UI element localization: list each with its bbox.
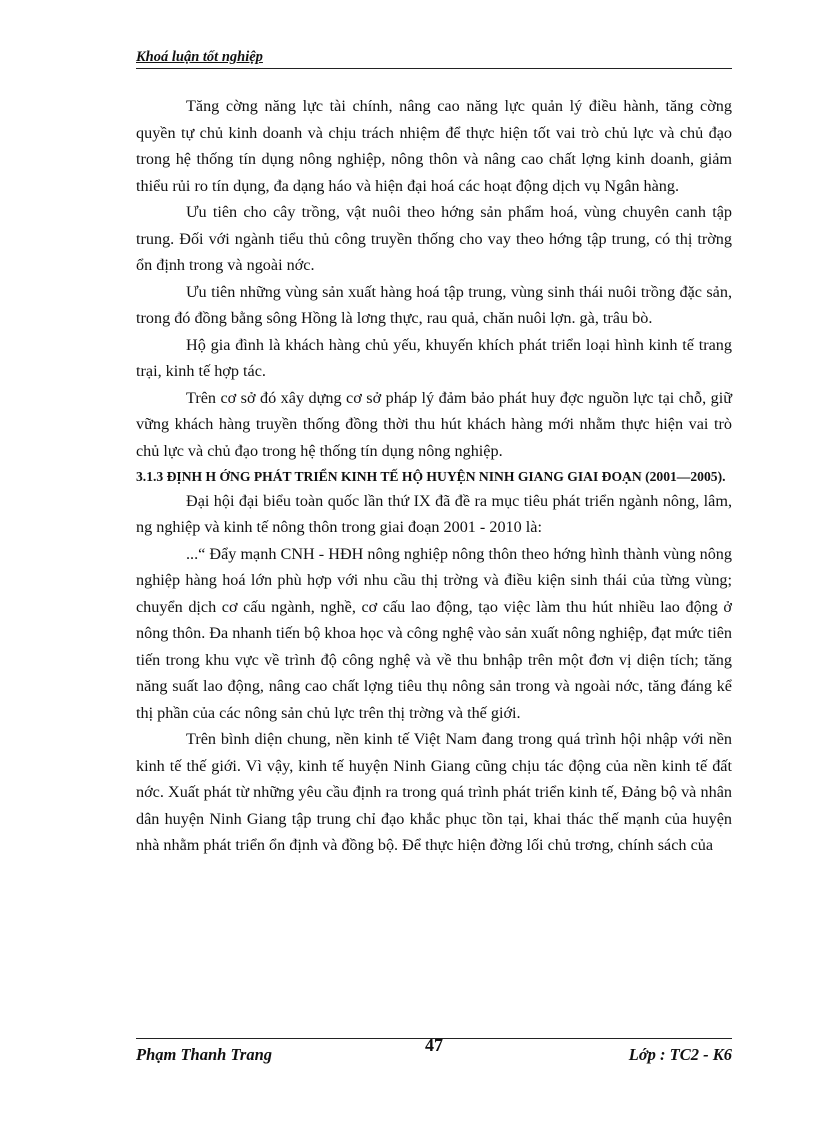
paragraph: Tăng cờng năng lực tài chính, nâng cao năng lực quản lý điều hành, tăng cờng quyền tự chủ kinh doanh và chịu trách nhiệm để thực hiện tốt vai trò chủ lực và chủ đạo trong hệ thống tín dụng nông nghiệp, nông thôn và nâng cao chất lợng kinh doanh, giảm thiểu rủi ro tín dụng, đa dạng háo và hiện đại hoá các hoạt động dịch vụ Ngân hàng. <box>136 97 732 195</box>
paragraph: Ưu tiên cho cây trồng, vật nuôi theo hớng sản phẩm hoá, vùng chuyên canh tập trung. Đối với ngành tiểu thủ công truyền thống cho vay theo hớng tập trung, có thị trờng ổn định trong và ngoài nớc. <box>136 203 732 274</box>
paragraph: ...“ Đẩy mạnh CNH - HĐH nông nghiệp nông thôn theo hớng hình thành vùng nông nghiệp hàng hoá lớn phù hợp với nhu cầu thị trờng và điều kiện sinh thái của từng vùng; chuyển dịch cơ cấu ngành, nghề, cơ cấu lao động, tạo việc làm thu hút nhiều lao động ở nông thôn. Đa nhanh tiến bộ khoa học và công nghệ vào sản xuất nông nghiệp, đạt mức tiên tiến trong khu vực về trình độ công nghệ và về thu bnhập trên một đơn vị diện tích; tăng năng suất lao động, nâng cao chất lợng tiêu thụ nông sản trong và ngoài nớc, tăng đáng kể thị phần của các nông sản chủ lực trên thị trờng và thế giới. <box>136 544 732 722</box>
paragraph: Trên bình diện chung, nền kinh tế Việt Nam đang trong quá trình hội nhập với nền kinh tế thế giới. Vì vậy, kinh tế huyện Ninh Giang cũng chịu tác động của nền kinh tế đất nớc. Xuất phát từ những yêu cầu định ra trong quá trình phát triển kinh tế, Đảng bộ và nhân dân huyện Ninh Giang tập trung chỉ đạo khắc phục tồn tại, khai thác thế mạnh của huyện nhà nhằm phát triển ổn định và đồng bộ. Để thực hiện đờng lối chủ trơng, chính sách của <box>136 730 732 854</box>
document-body <box>136 93 732 859</box>
paragraph: Hộ gia đình là khách hàng chủ yếu, khuyến khích phát triển loại hình kinh tế trang trại, kinh tế hợp tác. <box>136 335 732 380</box>
footer-author: Phạm Thanh Trang <box>136 1045 273 1064</box>
page-header <box>136 48 732 69</box>
header-title: Khoá luận tốt nghiệp <box>136 49 263 65</box>
page-footer <box>136 1035 732 1073</box>
page-number: 47 <box>425 1035 443 1055</box>
section-heading: 3.1.3 ĐỊNH H ỚNG PHÁT TRIỂN KINH TẾ HỘ HUYỆN NINH GIANG GIAI ĐOẠN (2001—2005). <box>136 469 726 484</box>
paragraph: Trên cơ sở đó xây dựng cơ sở pháp lý đảm bảo phát huy đợc nguồn lực tại chỗ, giữ vững khách hàng truyền thống đồng thời thu hút khách hàng mới nhằm thực hiện vai trò chủ lực và chủ đạo trong hệ thống tín dụng nông nghiệp. <box>136 388 732 460</box>
paragraph: Ưu tiên những vùng sản xuất hàng hoá tập trung, vùng sinh thái nuôi trồng đặc sản, trong đó đồng bằng sông Hồng là lơng thực, rau quả, chăn nuôi lợn. gà, trâu bò. <box>136 282 732 327</box>
paragraph: Đại hội đại biểu toàn quốc lần thứ IX đã đề ra mục tiêu phát triển ngành nông, lâm, ng nghiệp và kinh tế nông thôn trong giai đoạn 2001 - 2010 là: <box>136 491 732 536</box>
footer-class: Lớp : TC2 - K6 <box>628 1045 732 1064</box>
